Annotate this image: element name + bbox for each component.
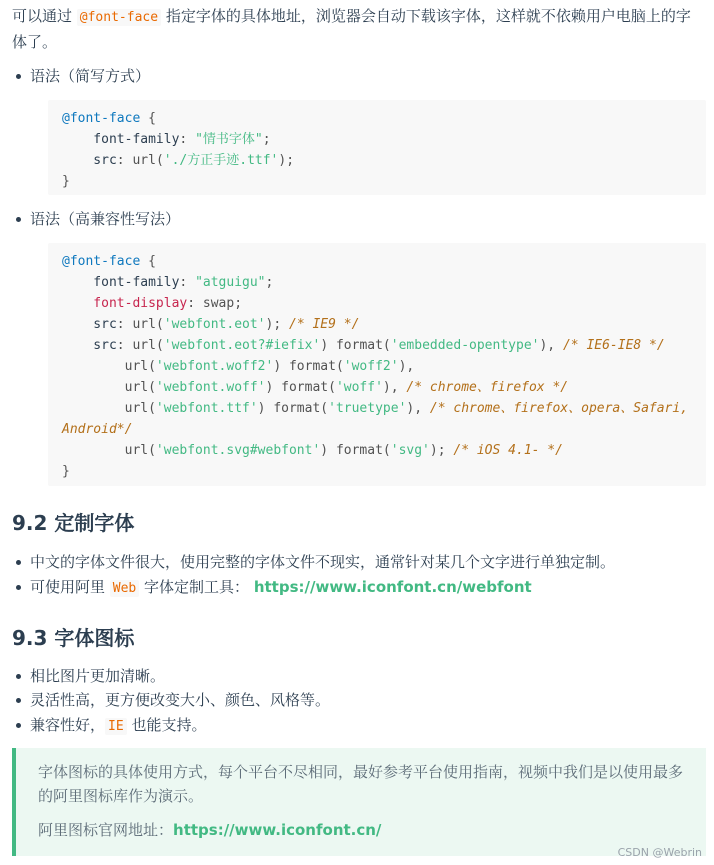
code-token: 'woff' [335,380,383,395]
code-token: src [62,317,117,332]
code-token: 'webfont.woff2' [155,359,274,374]
iconfont-webfont-link[interactable]: https://www.iconfont.cn/webfont [253,578,532,596]
code-line [62,419,692,440]
code-token: url [132,317,156,332]
code-token: { [140,254,156,269]
code-token: './方正手迹.ttf' [163,153,279,168]
section-heading-9-3: 9.3 字体图标 [12,626,135,650]
tip-line-2: 的阿里图标库作为演示。 [38,787,204,805]
code-token: ) format( [265,380,336,395]
code-token: url [132,338,156,353]
code-line [62,377,692,398]
code-token: ) format( [273,359,344,374]
code-line [62,272,692,293]
code-line [62,461,692,482]
code-line [62,398,692,419]
tip-link-line: 阿里图标官网地址：https://www.iconfont.cn/ [38,821,382,839]
code-token: { [140,111,156,126]
code-token: url( [62,401,156,416]
code-token: url( [62,380,156,395]
intro-paragraph [12,4,704,54]
code-token: /* chrome、firefox、opera、Safari, [429,401,689,416]
code-token: 'svg' [390,443,430,458]
code-token: : [179,275,196,290]
code-token: url [132,153,156,168]
code-token: : [116,338,133,353]
code-block-compat [48,243,706,486]
code-token: : swap; [187,296,243,311]
code-line [62,356,692,377]
code-token: @font-face [62,111,141,126]
section-heading-9-2: 9.2 定制字体 [12,511,135,535]
code-token: @font-face [62,254,141,269]
code-token: ), [382,380,407,395]
code-token: src [62,338,117,353]
code-line [62,108,692,129]
code-token: ( [155,317,164,332]
code-line [62,171,692,192]
code-token: /* IE6-IE8 */ [562,338,665,353]
code-token: "atguigu" [195,275,266,290]
list-item: 可使用阿里 Web 字体定制工具： https://www.iconfont.cn/webfont [30,575,532,601]
watermark: CSDN @Webrin [617,846,702,859]
tip-line-1: 字体图标的具体使用方式，每个平台不尽相同，最好参考平台使用指南，视频中我们是以使用最多 [38,763,684,781]
code-token: 'webfont.ttf' [155,401,258,416]
code-token: /* chrome、firefox */ [406,380,569,395]
code-token: } [62,464,70,479]
code-token: ( [155,153,164,168]
code-line [62,314,692,335]
code-token: url( [62,359,156,374]
list-item: 中文的字体文件很大，使用完整的字体文件不现实，通常针对某几个文字进行单独定制。 [30,550,615,574]
code-token: ), [398,359,415,374]
code-token: 'woff2' [343,359,399,374]
list-item: 相比图片更加清晰。 [30,664,165,688]
code-token: src [62,153,117,168]
code-token: "情书字体" [195,132,263,147]
inline-code-ie: IE [105,718,127,735]
code-token: 'embedded-opentype' [390,338,540,353]
code-token: ) format( [320,338,391,353]
code-token: ); [278,153,295,168]
inline-code-font-face: @font-face [77,9,161,26]
code-token: ), [539,338,563,353]
code-token: 'webfont.svg#webfont' [155,443,321,458]
code-token: ) format( [320,443,391,458]
code-line [62,150,692,171]
code-token: 'truetype' [328,401,407,416]
code-token: font-family [62,275,180,290]
code-line [62,129,692,150]
code-token: ; [265,275,274,290]
code-token: ), [406,401,430,416]
inline-code-web: Web [110,580,139,597]
code-token: ( [155,338,164,353]
code-token: /* IE9 */ [289,317,360,332]
code-token: ; [262,132,271,147]
syntax-compat-label: 语法（高兼容性写法） [30,207,180,231]
list-item: 灵活性高，更方便改变大小、颜色、风格等。 [30,688,330,712]
iconfont-home-link[interactable]: https://www.iconfont.cn/ [173,821,382,839]
code-line [62,440,692,461]
code-token: /* iOS 4.1- */ [453,443,563,458]
code-line [62,293,692,314]
intro-line-1: 可以通过 @font-face 指定字体的具体地址，浏览器会自动下载该字体，这样就不依赖用户电脑上的字 [12,7,691,25]
code-token: url( [62,443,156,458]
code-token: : [116,317,133,332]
syntax-shorthand-label: 语法（简写方式） [30,64,150,88]
code-token: 'webfont.eot' [163,317,266,332]
code-line [62,335,692,356]
code-token: : [116,153,133,168]
code-token: font-display [62,296,188,311]
code-token: } [62,174,70,189]
code-token: ); [265,317,289,332]
code-block-shorthand [48,100,706,195]
code-line [62,251,692,272]
list-item: 兼容性好， IE 也能支持。 [30,713,206,739]
tip-callout [12,748,706,856]
intro-line-2: 体了。 [12,33,58,51]
code-token: font-family [62,132,180,147]
code-token: 'webfont.eot?#iefix' [163,338,321,353]
code-token: Android*/ [62,422,133,437]
code-token: ) format( [257,401,329,416]
code-token: ); [429,443,454,458]
code-token: : [179,132,196,147]
code-token: 'webfont.woff' [155,380,266,395]
